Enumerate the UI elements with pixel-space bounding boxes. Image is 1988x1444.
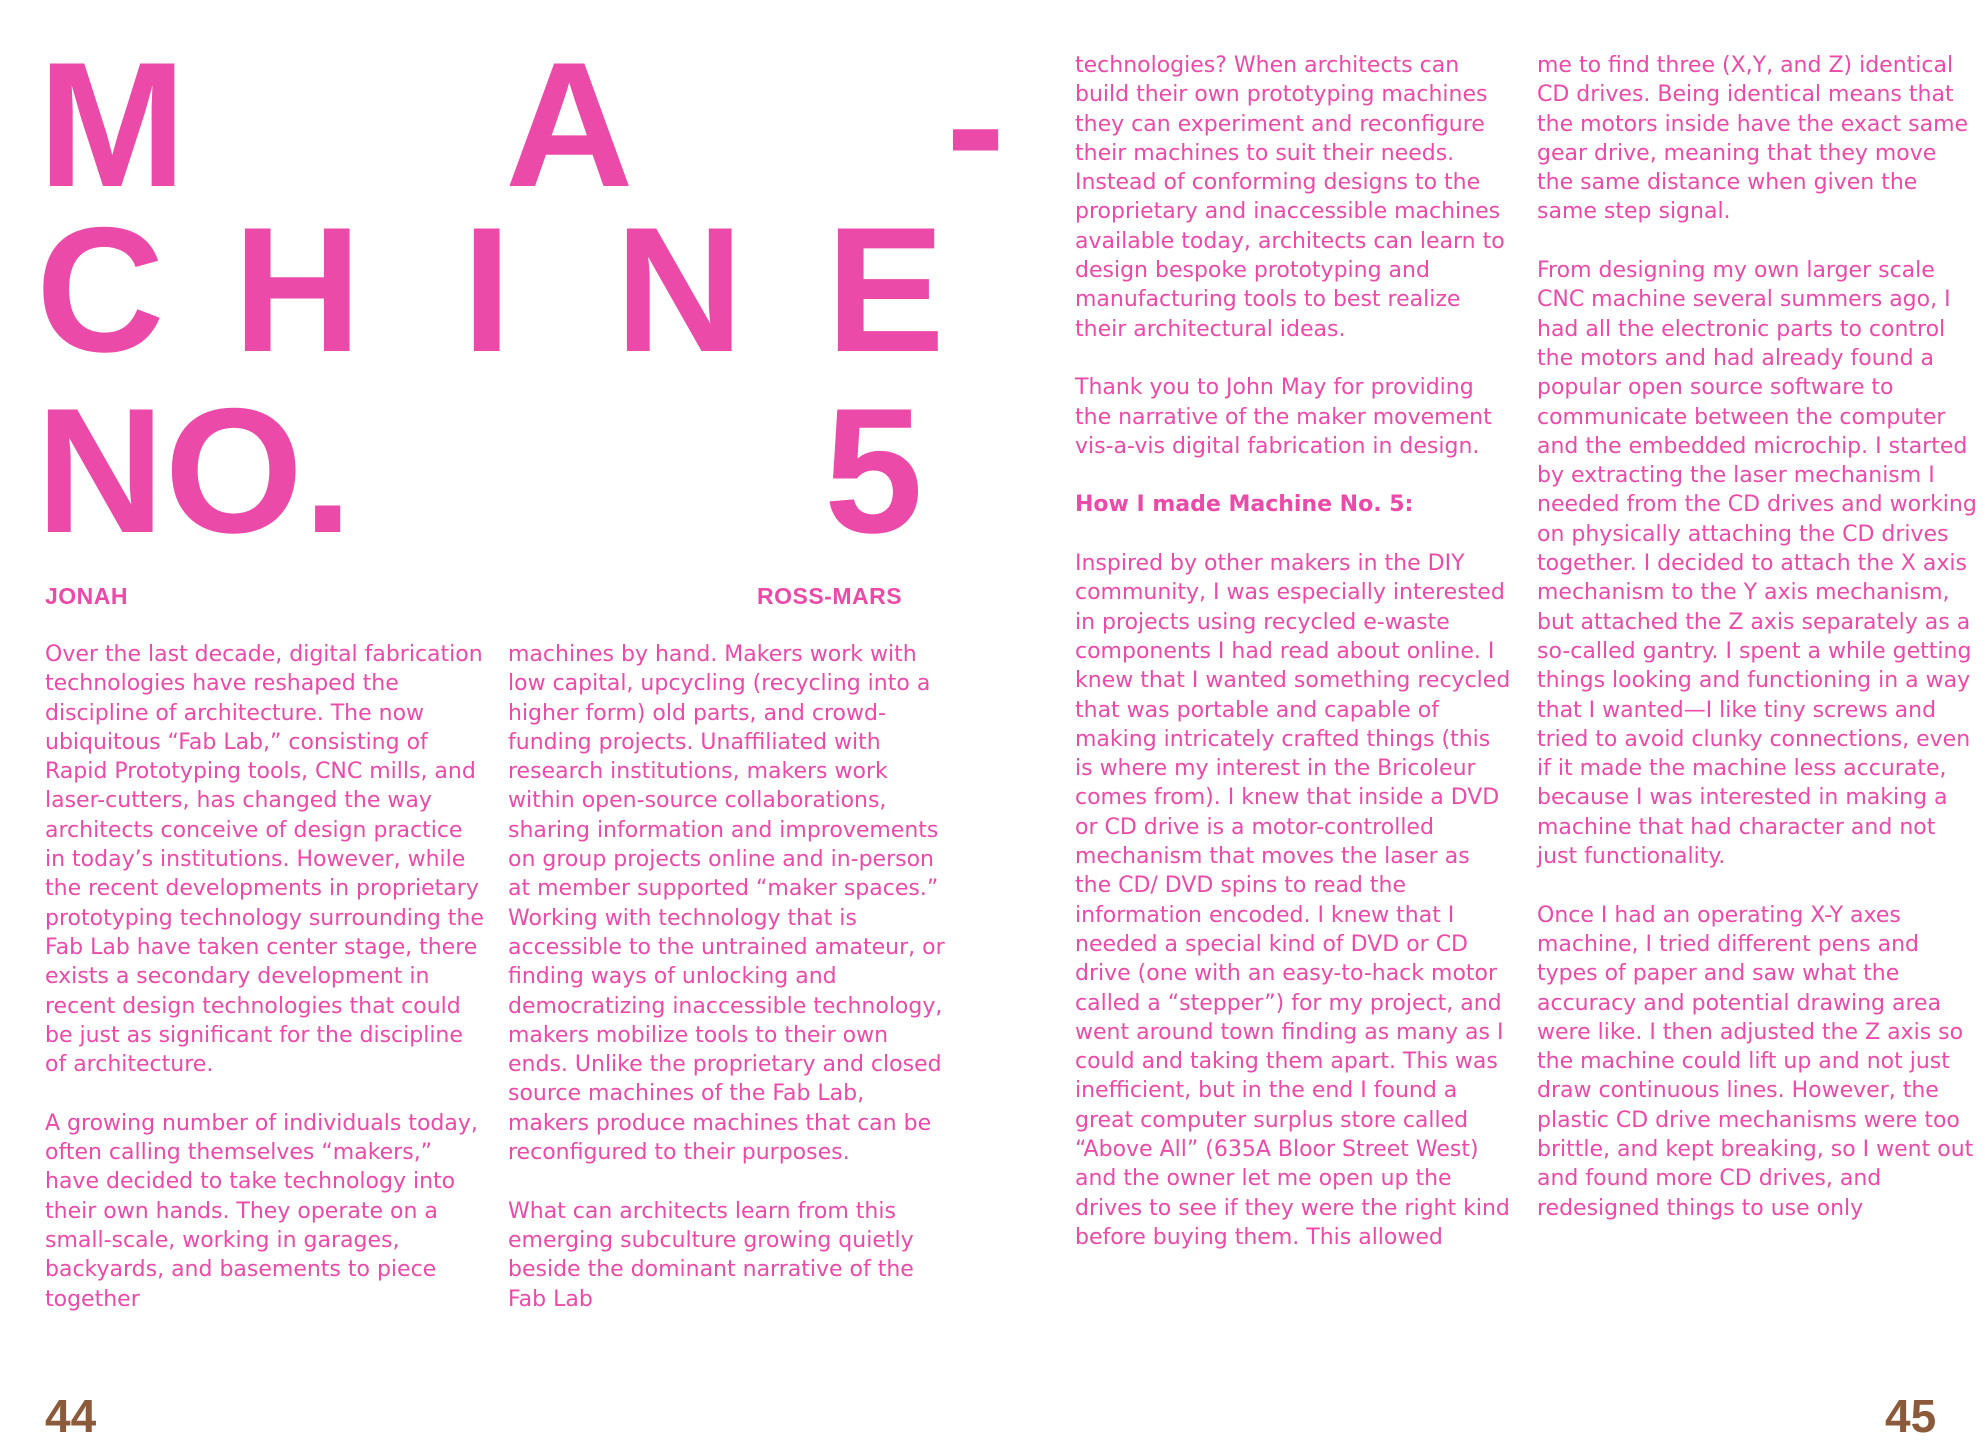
paragraph: technologies? When architects can build their own prototyping machines they can experiment and reconfigure their machines to suit their needs. Instead of conforming designs to the proprietary and inaccessible machines available today, architects can learn to design bespoke prototyping and manufacturing tools to best realize their architectural ideas. xyxy=(1075,53,1505,342)
author-first-name: JONAH xyxy=(45,583,129,609)
paragraph: me to find three (X,Y, and Z) identical CD drives. Being identical means that the motors inside have the exact same gear drive, meaning that they move the same distance when given the same step signal. xyxy=(1537,53,1969,225)
paragraph: Inspired by other makers in the DIY community, I was especially interested in projects using recycled e-waste components I had read about online. I knew that I wanted something recycled that was portable and capable of making intricately crafted things (this is where my interest in the Bricoleur comes from). I knew that inside a DVD or CD drive is a motor-controlled mechanism that moves the laser as the CD/ DVD spins to read the information encoded. I knew that I needed a special kind of DVD or CD drive (one with an easy-to-hack motor called a “stepper”) for my project, and went around town finding as many as I could and taking them apart. This was inefficient, but in the end I found a great computer surplus store called “Above All” (635A Bloor Street West) and the owner let me open up the drives to see if they were the right kind before buying them. This allowed xyxy=(1075,551,1511,1250)
title-no: NO. xyxy=(36,371,353,570)
title-letter-c: C xyxy=(36,190,165,389)
title-letter-i: I xyxy=(462,190,512,389)
title-hyphen: - xyxy=(946,25,1006,224)
title-letter-e: E xyxy=(826,190,945,389)
paragraph: Thank you to John May for providing the narrative of the maker movement vis-a-vis digital fabrication in design. xyxy=(1075,375,1492,459)
page-number-left: 44 xyxy=(45,1390,97,1442)
paragraph: machines by hand. Makers work with low capital, upcycling (recycling into a higher form) old parts, and crowd-funding projects. Unaffiliated with research institutions, makers work within open-source collaborations, sharing information and improvements on group projects online and in-person at member supported “maker spaces.” Working with technology that is accessible to the untrained amateur, or finding ways of unlocking and democratizing inaccessible technology, makers mobilize tools to their own ends. Unlike the proprietary and closed source machines of the Fab Lab, makers produce machines that can be reconfigured to their purposes. xyxy=(508,642,945,1166)
paragraph: Over the last decade, digital fabrication technologies have reshaped the discipline of architecture. The now ubiquitous “Fab Lab,” consisting of Rapid Prototyping tools, CNC mills, and laser-cutters, has changed the way architects conceive of design practice in today’s institutions. However, while the recent developments in proprietary prototyping technology surrounding the Fab Lab have taken center stage, there exists a secondary development in recent design technologies that could be just as significant for the discipline of architecture. xyxy=(45,642,484,1078)
page-number-right: 45 xyxy=(1885,1390,1937,1442)
paragraph: A growing number of individuals today, often calling themselves “makers,” have decided to take technology into their own hands. They operate on a small-scale, working in garages, backyards, and basements to piece together xyxy=(45,1110,478,1312)
paragraph: What can architects learn from this emerging subculture growing quietly beside the dominant narrative of the Fab Lab xyxy=(508,1198,914,1312)
paragraph: From designing my own larger scale CNC machine several summers ago, I had all the electronic parts to control the motors and had already found a popular open source software to communicate between the computer and the embedded microchip. I started by extracting the laser mechanism I needed from the CD drives and working on physically attaching the CD drives together. I decided to attach the X axis mechanism to the Y axis mechanism, but attached the Z axis separately as a so-called gantry. I spent a while getting things looking and functioning in a way that I wanted—I like tiny screws and tried to avoid clunky connections, even if it made the machine less accurate, because I was interested in making a machine that had character and not just functionality. xyxy=(1537,258,1977,870)
section-heading: How I made Machine No. 5: xyxy=(1075,492,1414,518)
text-column-1 xyxy=(45,640,485,1343)
text-column-4 xyxy=(1537,51,1977,1252)
text-column-3 xyxy=(1075,51,1511,1281)
paragraph: Once I had an operating X-Y axes machine, I tried different pens and types of paper and saw what the accuracy and potential drawing area were like. I then adjusted the Z axis so the machine could lift up and not just draw continuous lines. However, the plastic CD drive mechanisms were too brittle, and kept breaking, so I went out and found more CD drives, and redesigned things to use only xyxy=(1537,902,1974,1221)
title-letter-a: A xyxy=(505,25,634,224)
title-letter-n: N xyxy=(615,190,744,389)
title-number-5: 5 xyxy=(824,371,923,570)
author-last-name: ROSS-MARS xyxy=(757,583,903,609)
title-letter-m: M xyxy=(38,25,187,224)
text-column-2 xyxy=(508,640,948,1343)
title-letter-h: H xyxy=(233,190,362,389)
